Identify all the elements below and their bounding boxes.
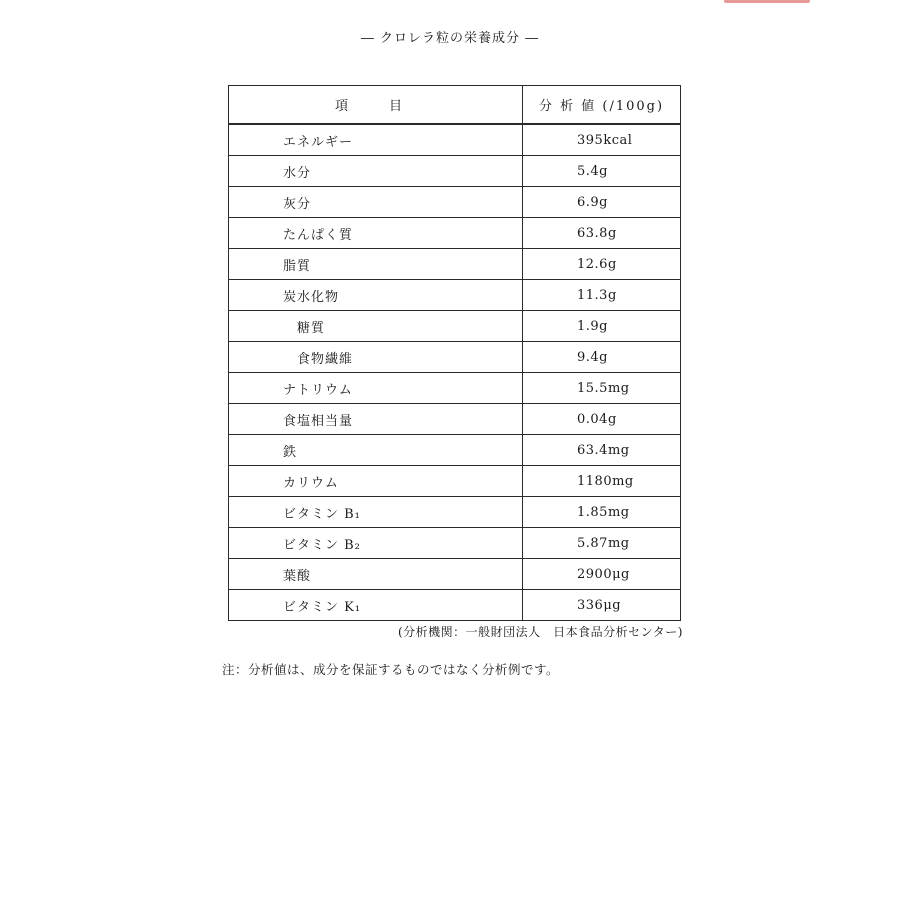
nutrient-value: 1.9g	[523, 311, 681, 342]
table-row	[229, 342, 681, 373]
nutrient-name: 炭水化物	[229, 280, 523, 311]
nutrient-name: ビタミン B₁	[229, 497, 523, 528]
nutrient-value: 63.8g	[523, 218, 681, 249]
table-row	[229, 373, 681, 404]
nutrient-name: 鉄	[229, 435, 523, 466]
nutrient-name: 葉酸	[229, 559, 523, 590]
nutrient-name: カリウム	[229, 466, 523, 497]
header-value: 分 析 値 (/100g)	[523, 86, 681, 125]
table-row	[229, 218, 681, 249]
table-row	[229, 156, 681, 187]
nutrient-value: 336μg	[523, 590, 681, 621]
table-row	[229, 124, 681, 156]
table-header-row	[229, 86, 681, 125]
nutrient-value: 15.5mg	[523, 373, 681, 404]
nutrient-name: たんぱく質	[229, 218, 523, 249]
nutrition-table	[228, 85, 681, 621]
nutrient-name: ナトリウム	[229, 373, 523, 404]
nutrient-value: 1.85mg	[523, 497, 681, 528]
table-row	[229, 559, 681, 590]
nutrient-value: 5.87mg	[523, 528, 681, 559]
document-title: ― クロレラ粒の栄養成分 ―	[360, 31, 540, 46]
nutrient-name: エネルギー	[229, 124, 523, 156]
nutrient-value: 0.04g	[523, 404, 681, 435]
nutrient-name: 水分	[229, 156, 523, 187]
table-row	[229, 311, 681, 342]
source-note: (分析機関：一般財団法人 日本食品分析センター)	[398, 625, 683, 639]
nutrient-value: 9.4g	[523, 342, 681, 373]
nutrient-value: 6.9g	[523, 187, 681, 218]
table-body	[229, 124, 681, 621]
nutrient-value: 11.3g	[523, 280, 681, 311]
table-row	[229, 187, 681, 218]
nutrient-value: 63.4mg	[523, 435, 681, 466]
table-row	[229, 435, 681, 466]
nutrient-name: 食物繊維	[229, 342, 523, 373]
table-row	[229, 249, 681, 280]
nutrient-value: 12.6g	[523, 249, 681, 280]
footnote: 注：分析値は、成分を保証するものではなく分析例です。	[222, 662, 560, 677]
table-row	[229, 590, 681, 621]
nutrient-name: 灰分	[229, 187, 523, 218]
nutrient-value: 5.4g	[523, 156, 681, 187]
table-row	[229, 280, 681, 311]
nutrient-name: 脂質	[229, 249, 523, 280]
nutrient-name: ビタミン K₁	[229, 590, 523, 621]
table-row	[229, 466, 681, 497]
nutrient-name: ビタミン B₂	[229, 528, 523, 559]
table-row	[229, 528, 681, 559]
header-item: 項 目	[229, 86, 523, 125]
corner-mark	[724, 0, 810, 3]
nutrient-value: 2900μg	[523, 559, 681, 590]
table-row	[229, 404, 681, 435]
nutrient-value: 1180mg	[523, 466, 681, 497]
nutrient-name: 食塩相当量	[229, 404, 523, 435]
nutrient-value: 395kcal	[523, 124, 681, 156]
nutrient-name: 糖質	[229, 311, 523, 342]
table-row	[229, 497, 681, 528]
